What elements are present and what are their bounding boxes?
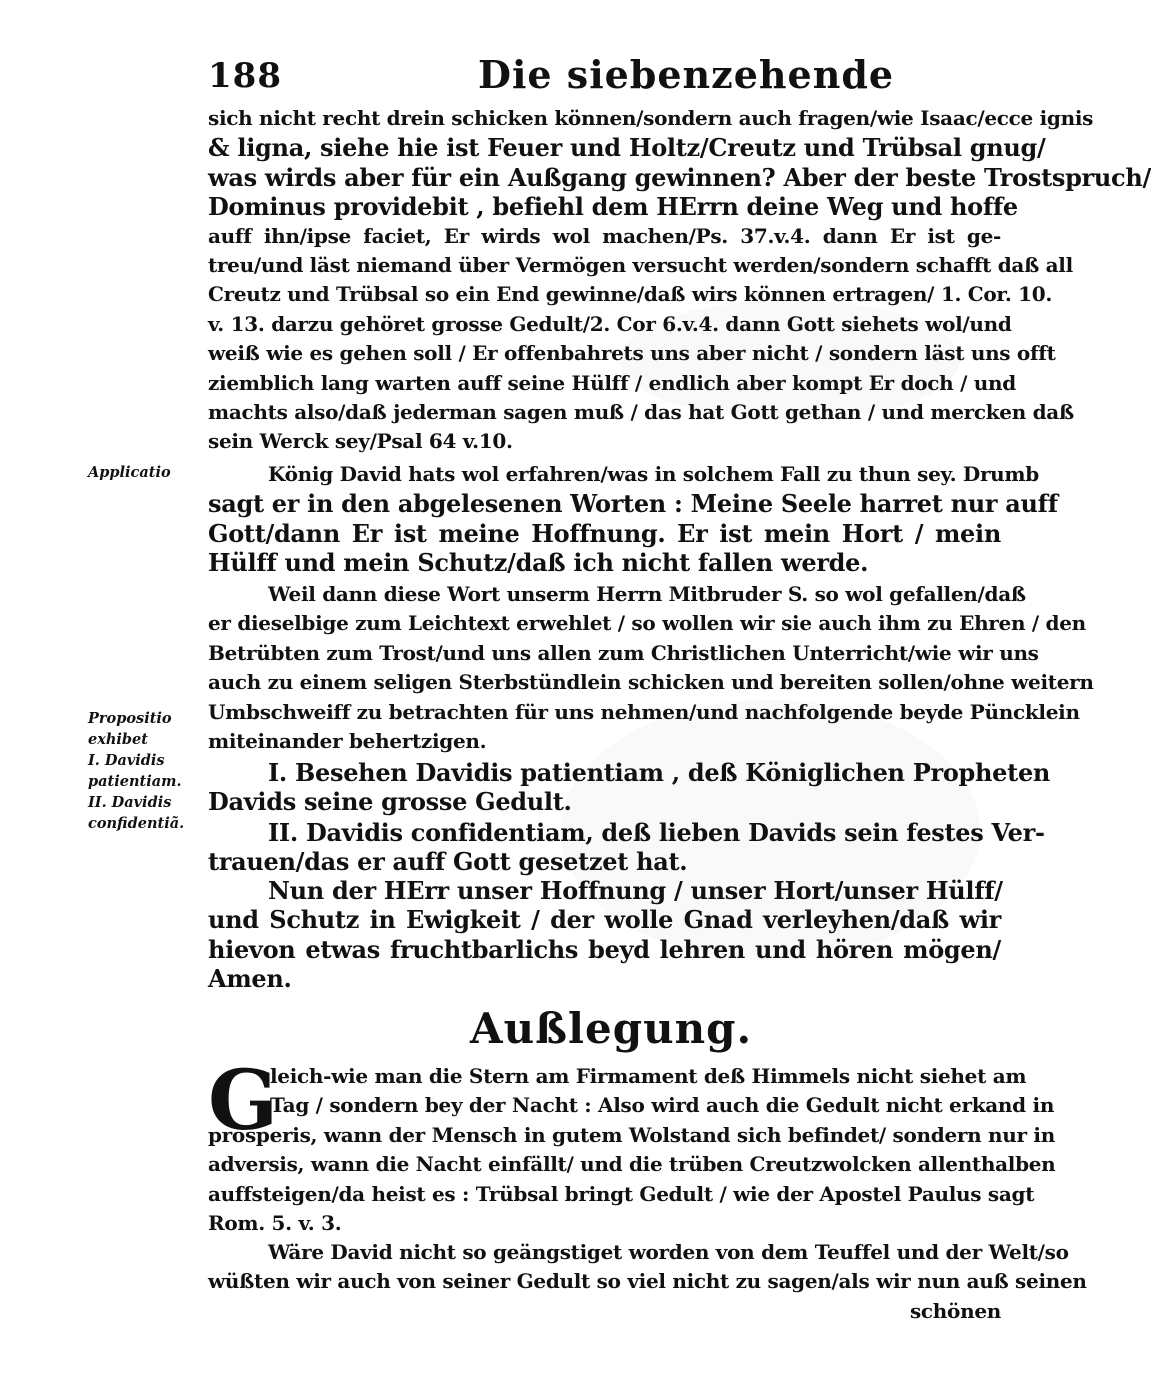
- text-line: Wäre David nicht so geängstiget worden von dem Teuffel und der Welt/so: [268, 1240, 1069, 1264]
- text-line: treu/und läst niemand über Vermögen versucht werden/sondern schafft daß all: [208, 252, 1073, 277]
- section-paragraph: [208, 1121, 1056, 1239]
- section-first-lines: [270, 1062, 1055, 1121]
- text-line: sagt er in den abgelesenen Worten : Meine Seele harret nur auff: [208, 489, 1058, 519]
- text-line: weiß wie es gehen soll / Er offenbahrets uns aber nicht / sondern läst uns offt: [208, 341, 1056, 366]
- margin-note-line: II. Davidis: [88, 794, 172, 811]
- margin-note-line: Propositio: [88, 710, 172, 727]
- text-line: Tag / sondern bey der Nacht : Also wird auch die Gedult nicht erkand in: [270, 1093, 1055, 1118]
- paragraph-continuation: [208, 104, 1151, 457]
- text-line: auffsteigen/da heist es : Trübsal bringt Gedult / wie der Apostel Paulus sagt: [208, 1181, 1035, 1206]
- margin-note-line: patientiam.: [88, 773, 182, 790]
- text-line: prosperis, wann der Mensch in gutem Wolstand sich befindet/ sondern nur in: [208, 1123, 1055, 1147]
- drop-cap-initial: G: [208, 1053, 279, 1149]
- page-number: 188: [208, 56, 282, 96]
- text-line: I. Besehen Davidis patientiam , deß Königlichen Propheten: [268, 758, 1051, 787]
- text-line: machts also/daß jederman sagen muß / das hat Gott gethan / und mercken daß: [208, 399, 1074, 424]
- paragraph-david: [208, 460, 1058, 578]
- text-line: Dominus providebit , befiehl dem HErrn deine Weg und hoffe: [208, 192, 1018, 222]
- margin-note-line: confidentiã.: [88, 815, 185, 832]
- text-line: sein Werck sey/Psal 64 v.10.: [208, 429, 513, 454]
- text-line: und Schutz in Ewigkeit / der wolle Gnad verleyhen/daß wir: [208, 905, 1001, 935]
- text-line: wüßten wir auch von seiner Gedult so viel nicht zu sagen/als wir nun auß seinen: [208, 1269, 1087, 1294]
- margin-note-line: I. Davidis: [88, 752, 165, 769]
- paragraph-prayer: [208, 876, 1001, 994]
- text-line: Betrübten zum Trost/und uns allen zum Christlichen Unterricht/wie wir uns: [208, 640, 1039, 665]
- text-line: König David hats wol erfahren/was in solchem Fall zu thun sey. Drumb: [268, 462, 1039, 486]
- text-line: Weil dann diese Wort unserm Herrn Mitbruder S. so wol gefallen/daß: [268, 582, 1026, 606]
- text-line: hievon etwas fruchtbarlichs beyd lehren und hören mögen/: [208, 934, 1001, 964]
- text-line: miteinander behertzigen.: [208, 728, 487, 753]
- text-line: auch zu einem seligen Sterbstündlein schicken und bereiten sollen/ohne weitern: [208, 670, 1094, 695]
- point-two: [208, 818, 1045, 877]
- text-line: II. Davidis confidentiam, deß lieben Davids sein festes Ver-: [268, 818, 1045, 847]
- catchword: schönen: [909, 1298, 1001, 1323]
- margin-note-propositio: [88, 708, 184, 834]
- text-line: & ligna, siehe hie ist Feuer und Holtz/Creutz und Trübsal gnug/: [208, 133, 1046, 163]
- running-title: Die siebenzehende: [478, 52, 895, 97]
- section-heading: Außlegung.: [470, 1004, 753, 1053]
- text-line: v. 13. darzu gehöret grosse Gedult/2. Cor 6.v.4. dann Gott siehets wol/und: [208, 311, 1012, 336]
- text-line: auff ihn/ipse faciet, Er wirds wol machen/Ps. 37.v.4. dann Er ist ge-: [208, 223, 1001, 248]
- text-line: er dieselbige zum Leichtext erwehlet / so wollen wir sie auch ihm zu Ehren / den: [208, 611, 1086, 636]
- text-line: Umbschweiff zu betrachten für uns nehmen/und nachfolgende beyde Püncklein: [208, 699, 1080, 724]
- text-line: adversis, wann die Nacht einfällt/ und die trüben Creutzwolcken allenthalben: [208, 1152, 1056, 1177]
- text-line: Rom. 5. v. 3.: [208, 1211, 342, 1236]
- text-line: trauen/das er auff Gott gesetzet hat.: [208, 847, 688, 877]
- margin-note-applicatio: Applicatio: [88, 464, 171, 481]
- text-line: Gott/dann Er ist meine Hoffnung. Er ist mein Hort / mein: [208, 518, 1001, 548]
- text-line: Hülff und mein Schutz/daß ich nicht fallen werde.: [208, 548, 869, 578]
- text-line: leich-wie man die Stern am Firmament deß Himmels nicht siehet am: [270, 1064, 1027, 1088]
- text-line: Davids seine grosse Gedult.: [208, 787, 572, 817]
- text-line: Amen.: [208, 964, 292, 994]
- text-line: Nun der HErr unser Hoffnung / unser Hort/unser Hülff/: [268, 876, 1003, 905]
- text-line: sich nicht recht drein schicken können/sondern auch fragen/wie Isaac/ecce ignis: [208, 106, 1094, 130]
- text-line: ziemblich lang warten auff seine Hülff / endlich aber kompt Er doch / und: [208, 370, 1016, 395]
- margin-note-line: exhibet: [88, 731, 148, 748]
- text-line: Creutz und Trübsal so ein End gewinne/daß wirs können ertragen/ 1. Cor. 10.: [208, 282, 1053, 307]
- point-one: [208, 758, 1051, 817]
- section-paragraph-two: [208, 1238, 1087, 1326]
- text-line: was wirds aber für ein Außgang gewinnen? Aber der beste Trostspruch/: [208, 162, 1151, 192]
- paragraph-mitbruder: [208, 580, 1094, 756]
